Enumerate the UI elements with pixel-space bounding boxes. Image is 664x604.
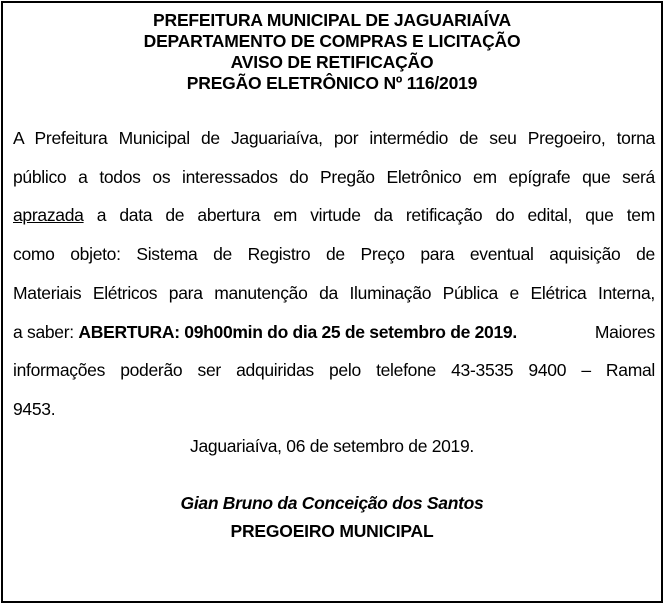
- municipality-title: PREFEITURA MUNICIPAL DE JAGUARIAÍVA: [153, 10, 511, 30]
- body-line-7: [13, 351, 655, 390]
- body-line-1: [13, 119, 655, 158]
- auction-number-title: PREGÃO ELETRÔNICO Nº 116/2019: [186, 73, 478, 93]
- body-line-3-text: a data de abertura em virtude da retificação do edital, que tem: [83, 205, 655, 226]
- body-line-6-suffix: Maiores: [585, 321, 655, 342]
- date-line: Jaguariaíva, 06 de setembro de 2019.: [190, 436, 474, 456]
- opening-date-bold: ABERTURA: 09h00min do dia 25 de setembro de 2019.: [78, 321, 517, 342]
- body-line-4-text: como objeto: Sistema de Registro de Preço para eventual aquisição de: [13, 244, 655, 265]
- body-line-4: [13, 235, 655, 274]
- body-line-1-text: A Prefeitura Municipal de Jaguariaíva, por intermédio de seu Pregoeiro, torna: [13, 128, 655, 148]
- body-line-5: [13, 274, 655, 313]
- notice-frame: [1, 1, 663, 603]
- body-line-2-text: público a todos os interessados do Pregão Eletrônico em epígrafe que será: [13, 166, 655, 187]
- body-line-5-text: Materiais Elétricos para manutenção da Iluminação Pública e Elétrica Interna,: [13, 282, 655, 303]
- body-line-3: [13, 196, 655, 235]
- notice-body: [13, 119, 655, 429]
- signer-role: PREGOEIRO MUNICIPAL: [230, 521, 434, 541]
- body-line-8-text: 9453.: [13, 398, 56, 419]
- body-line-2: [13, 158, 655, 197]
- signer-name: Gian Bruno da Conceição dos Santos: [180, 493, 484, 513]
- underlined-word: aprazada: [13, 205, 84, 226]
- body-line-6: [13, 313, 655, 352]
- body-line-7-text: informações poderão ser adquiridas pelo telefone 43-3535 9400 – Ramal: [13, 360, 655, 381]
- notice-type-title: AVISO DE RETIFICAÇÃO: [230, 52, 434, 72]
- body-line-8: [13, 390, 655, 429]
- department-title: DEPARTAMENTO DE COMPRAS E LICITAÇÃO: [143, 31, 521, 51]
- notice-header: [3, 10, 661, 94]
- body-line-6-prefix: a saber:: [13, 321, 79, 342]
